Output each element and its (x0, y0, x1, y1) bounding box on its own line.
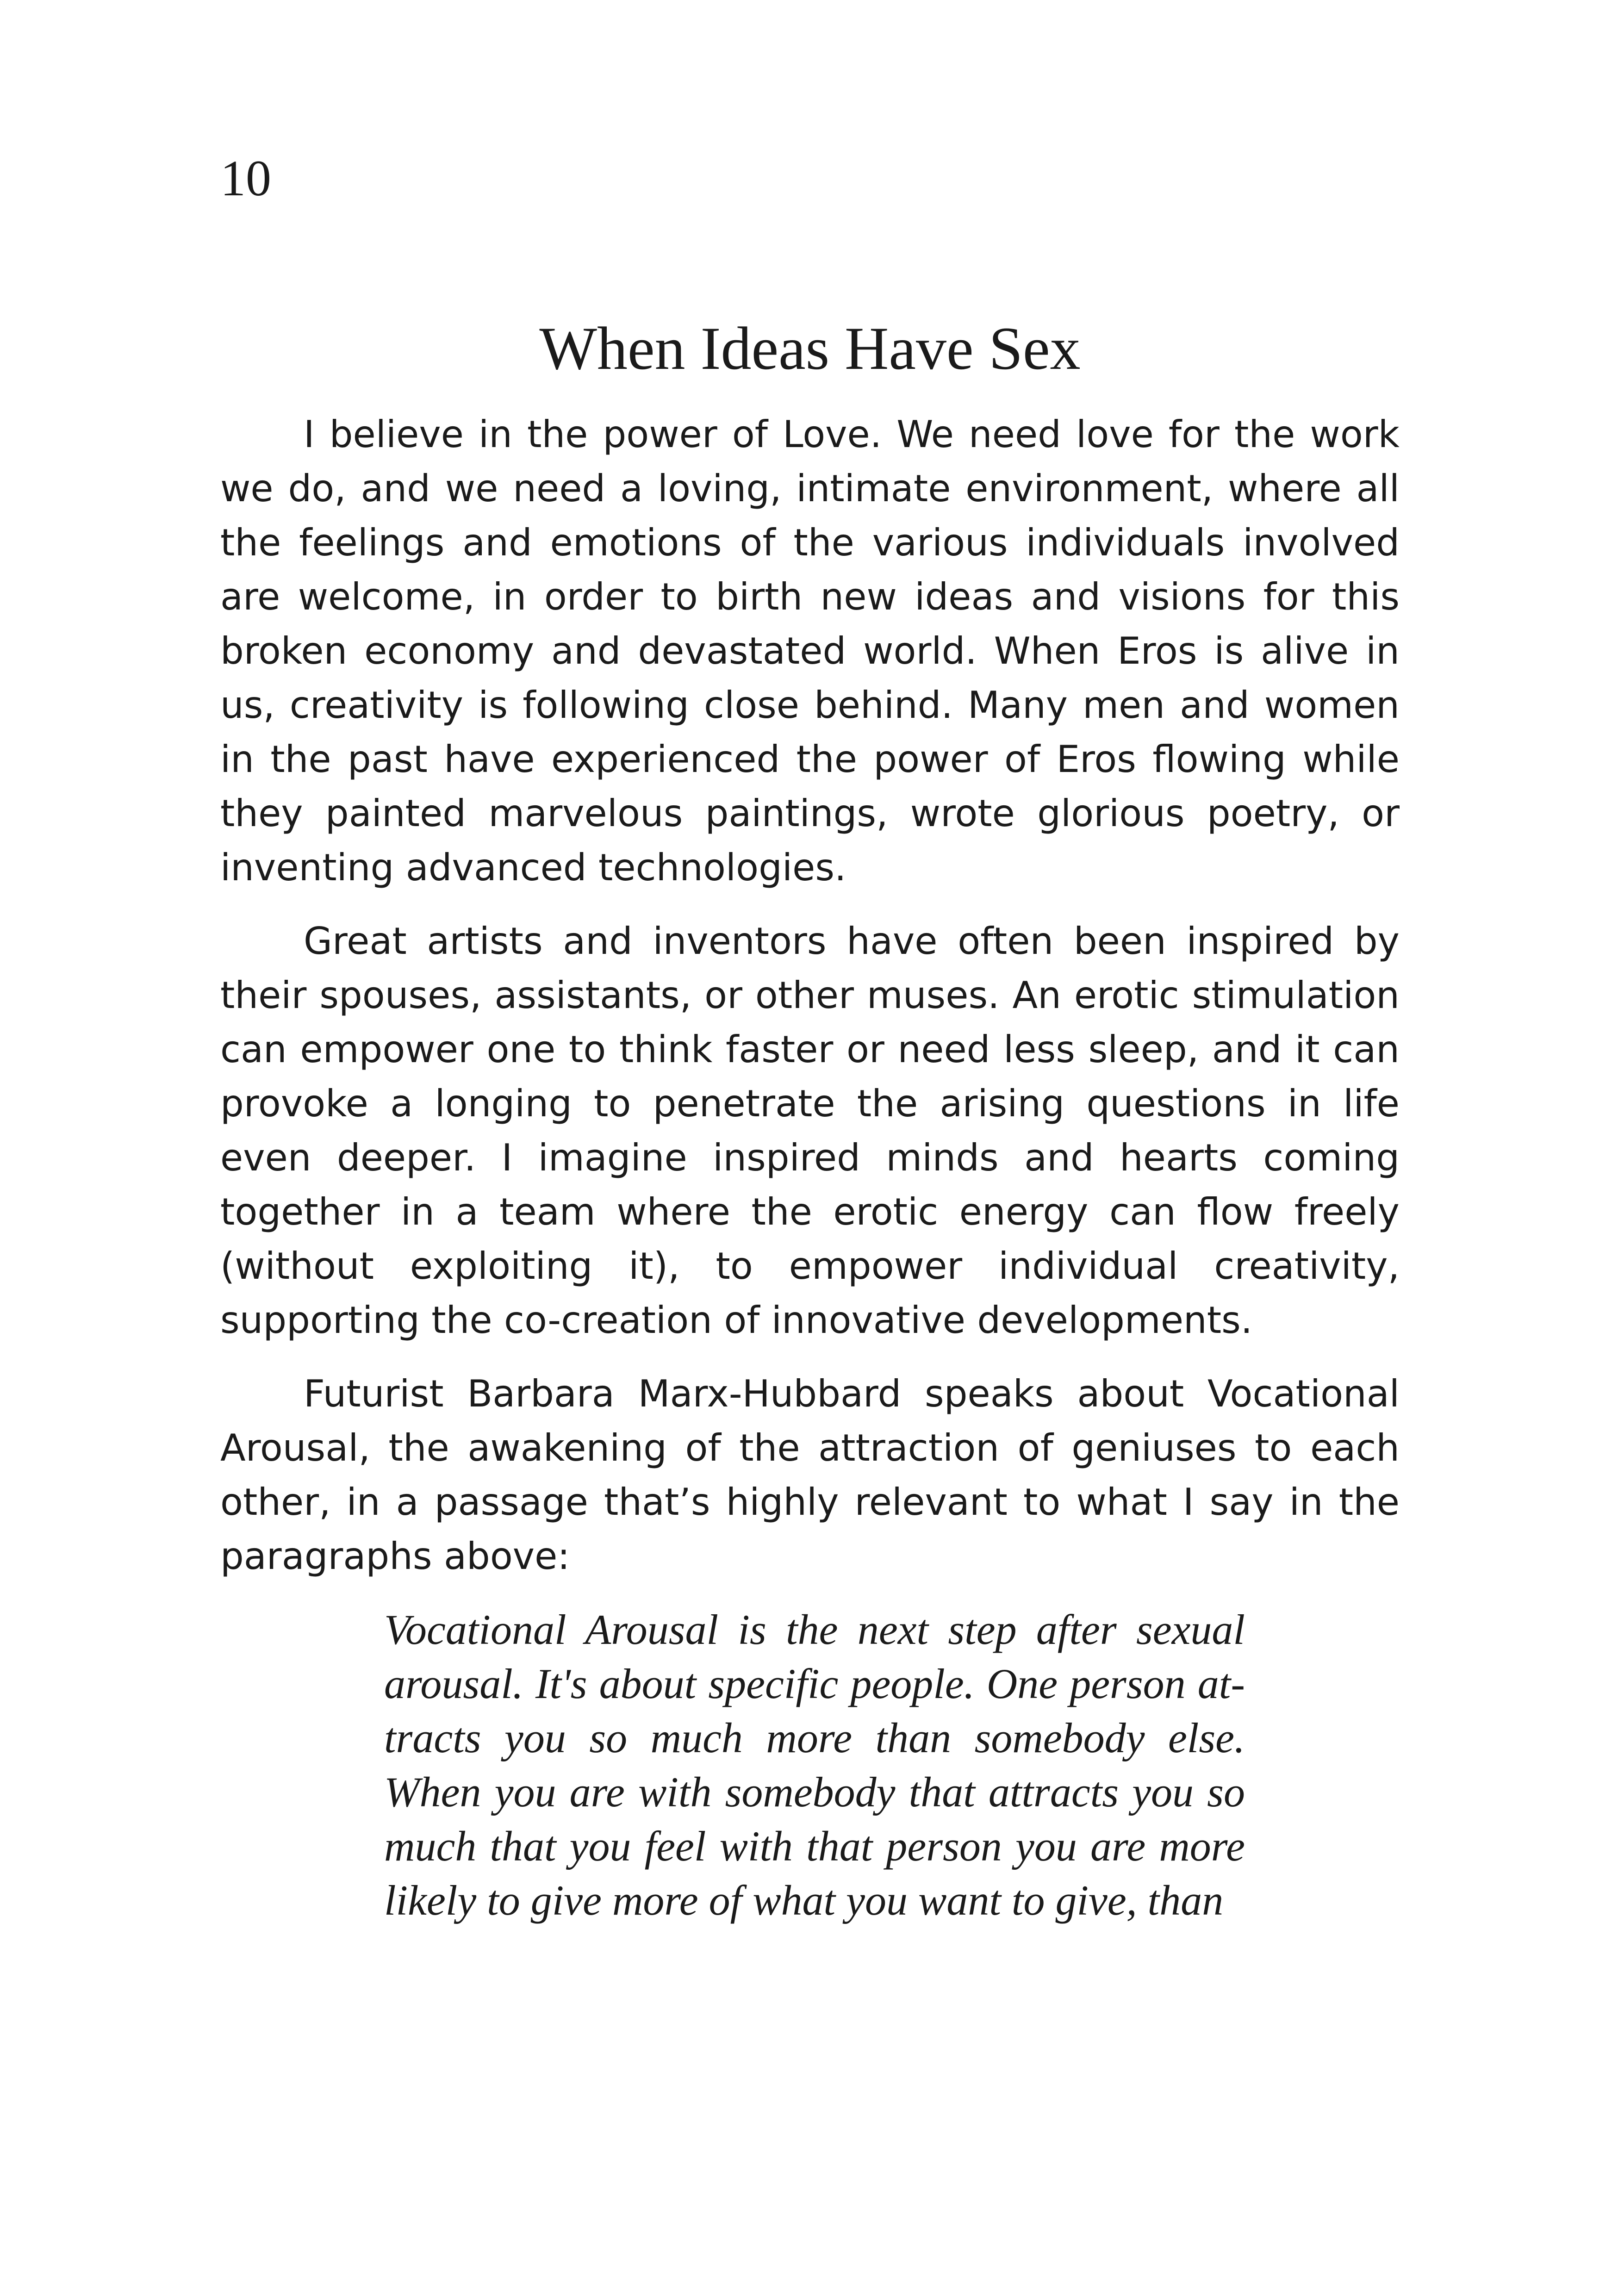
body-text (220, 407, 1400, 1928)
block-quote: Vocational Arousal is the next step after sexual arousal. It's about specific people. One person attracts you so much more than somebody else. When you are with somebody that attracts you so much that you feel with that person you are more likely to give more of what you want to give, than (384, 1606, 1245, 1924)
chapter-title: When Ideas Have Sex (539, 314, 1081, 382)
paragraph-1: I believe in the power of Love. We need love for the work we do, and we need a loving, intimate environment, where all the feelings and emotions of the various individuals involved are welcome, in order to birth new ideas and visions for this broken economy and devastated world. When Eros is alive in us, creativity is following close behind. Many men and women in the past have experienced the power of Eros flowing while they painted marvelous paintings, wrote glorious poetry, or inventing advanced technologies. (220, 413, 1400, 889)
paragraph-3: Futurist Barbara Marx-Hubbard speaks about Vocational Arousal, the awakening of the attraction of geniuses to each other, in a passage that’s highly relevant to what I say in the paragraphs above: (220, 1372, 1400, 1578)
page-number: 10 (220, 150, 271, 206)
paragraph-2: Great artists and inventors have often been inspired by their spouses, assistants, or other muses. An erotic stimulation can empower one to think faster or need less sleep, and it can provoke a longing to penetrate the arising questions in life even deeper. I imagine inspired minds and hearts coming together in a team where the erotic energy can flow freely (without exploiting it), to empower individual creativity, supporting the co-creation of innovative developments. (220, 920, 1400, 1342)
